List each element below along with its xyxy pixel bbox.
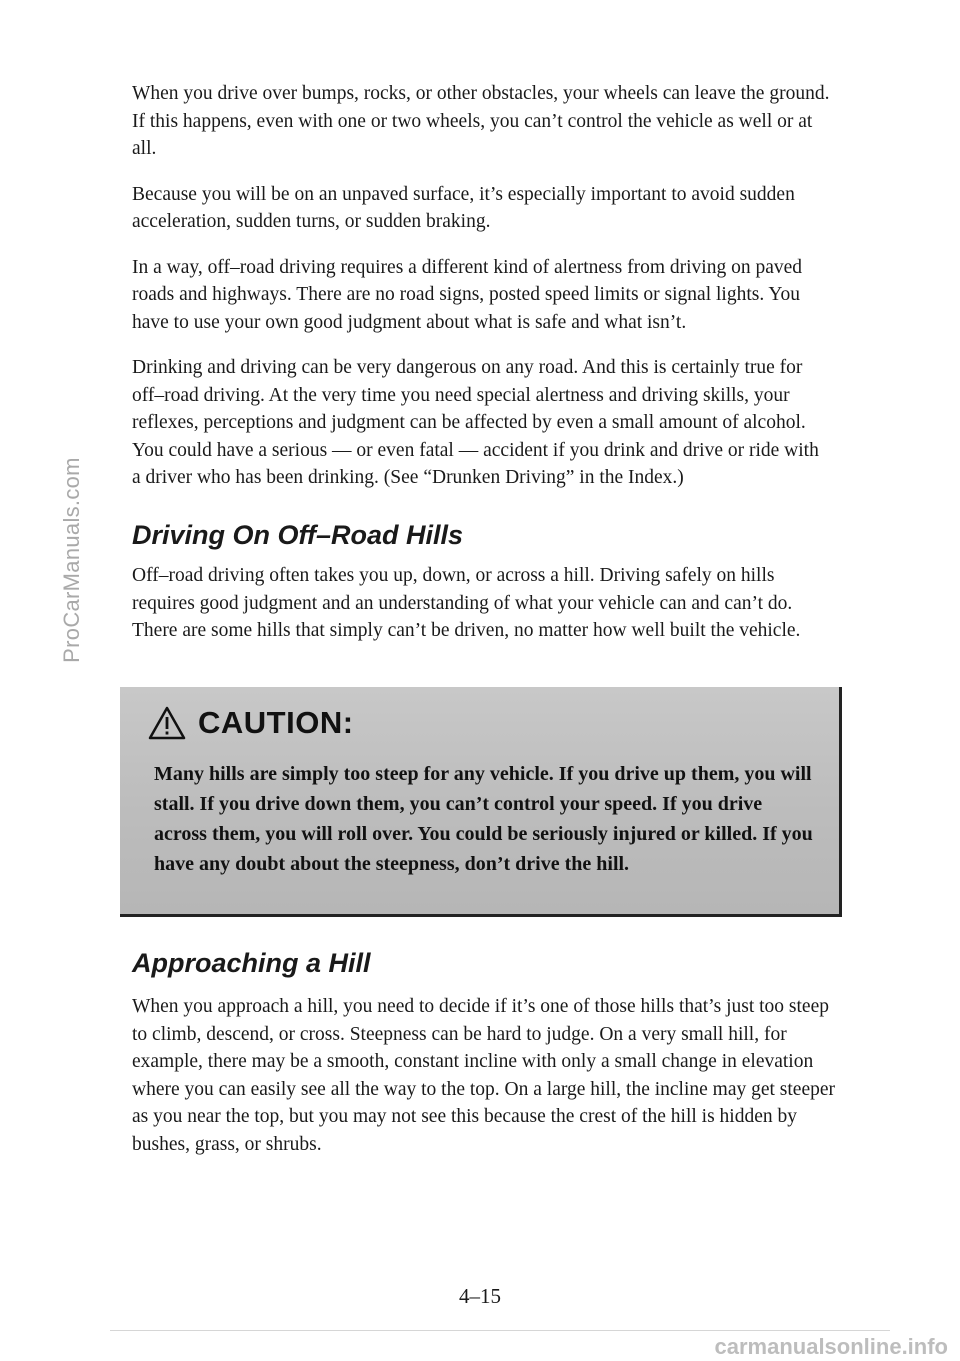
side-watermark: ProCarManuals.com — [59, 457, 84, 663]
intro-paragraph: In a way, off–road driving requires a different kind of alertness from driving on paved roads and highways. There are no road signs, posted speed limits or signal lights. You have to use your own good judgment about what is safe and what isn’t. — [132, 256, 803, 333]
bottom-watermark: carmanualsonline.info — [714, 1334, 948, 1359]
page-number: 4–15 — [459, 1284, 501, 1308]
offroad-hills-paragraph: Off–road driving often takes you up, down, or across a hill. Driving safely on hills requires good judgment and an understanding of what your vehicle can and can’t do. There are some hills that simply can’t be driven, no matter how well built the vehicle. — [132, 565, 801, 641]
footer-rule — [110, 1330, 890, 1331]
caution-header — [148, 705, 354, 741]
intro-section — [132, 80, 832, 510]
intro-paragraph: Drinking and driving can be very dangerous on any road. And this is certainly true for off–road driving. At the very time you need special alertness and driving skills, your reflexes, perceptions and judgment can be affected by even a small amount of alcohol. You could have a serious — or even fatal — accident if you drink and drive or ride with a driver who has been drinking. (See “Drunken Driving” in the Index.) — [132, 357, 819, 488]
warning-triangle-icon — [148, 706, 186, 740]
caution-box — [120, 687, 842, 917]
caution-text: Many hills are simply too steep for any vehicle. If you drive up them, you will stall. If you drive down them, you can’t control your speed. If you drive across them, you will roll over. You could be seriously injured or killed. If you have any doubt about the steepness, don’t drive the hill. — [154, 763, 813, 875]
caution-title: CAUTION: — [198, 705, 354, 740]
approaching-hill-paragraph: When you approach a hill, you need to decide if it’s one of those hills that’s just too steep to climb, descend, or cross. Steepness can be hard to judge. On a very small hill, for example, there may be a smooth, constant incline with only a small change in elevation where you can easily see all the way to the top. On a large hill, the incline may get steeper as you near the top, but you may not see this because the crest of the hill is hidden by bushes, grass, or shrubs. — [132, 996, 836, 1155]
intro-paragraph: Because you will be on an unpaved surface, it’s especially important to avoid sudden acceleration, sudden turns, or sudden braking. — [132, 183, 795, 232]
intro-paragraph: When you drive over bumps, rocks, or other obstacles, your wheels can leave the ground. If this happens, even with one or two wheels, you can’t control the vehicle as well or at all. — [132, 83, 830, 159]
offroad-hills-heading: Driving On Off–Road Hills — [132, 520, 464, 550]
approaching-hill-heading: Approaching a Hill — [132, 948, 371, 978]
